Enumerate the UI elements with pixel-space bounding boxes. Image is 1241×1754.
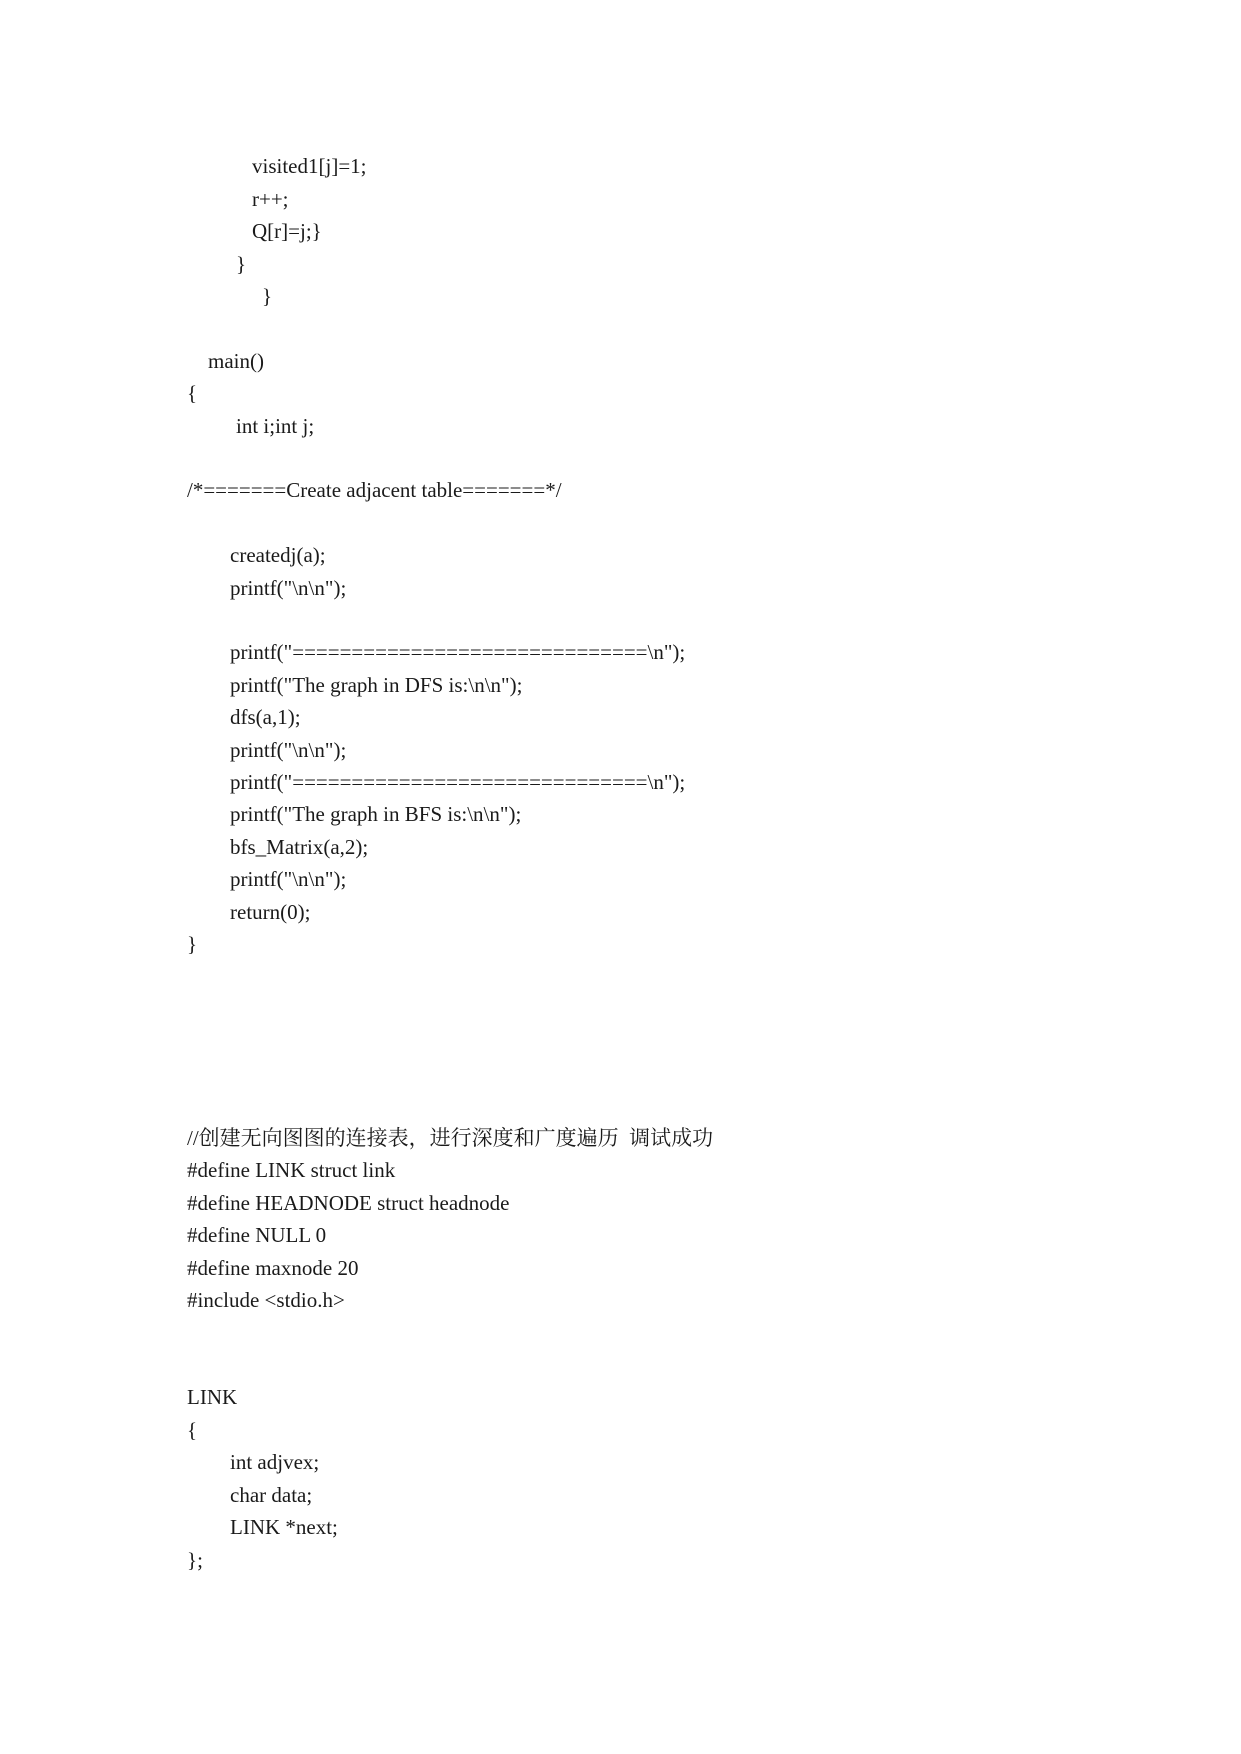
code-line: #define maxnode 20 bbox=[187, 1256, 359, 1280]
code-line: r++; bbox=[252, 187, 289, 211]
code-comment: //创建无向图图的连接表，进行深度和广度遍历 调试成功 bbox=[187, 1126, 714, 1150]
code-line: #include <stdio.h> bbox=[187, 1288, 345, 1312]
code-line: printf("==============================\n"); bbox=[230, 770, 686, 794]
code-line: #define HEADNODE struct headnode bbox=[187, 1191, 510, 1215]
code-line: { bbox=[187, 1418, 198, 1442]
code-line: Q[r]=j;} bbox=[252, 219, 322, 243]
code-line: #define LINK struct link bbox=[187, 1158, 396, 1182]
code-line: printf("\n\n"); bbox=[230, 576, 347, 600]
code-line: main() bbox=[208, 349, 264, 373]
code-line: #define NULL 0 bbox=[187, 1223, 327, 1247]
code-line: } bbox=[187, 932, 198, 956]
code-line: } bbox=[236, 252, 247, 276]
code-comment: /*=======Create adjacent table=======*/ bbox=[187, 478, 562, 502]
code-line: createdj(a); bbox=[230, 543, 326, 567]
code-line: return(0); bbox=[230, 900, 311, 924]
code-line: }; bbox=[187, 1548, 203, 1572]
code-line: bfs_Matrix(a,2); bbox=[230, 835, 369, 859]
code-line: visited1[j]=1; bbox=[252, 154, 367, 178]
code-line: LINK bbox=[187, 1385, 238, 1409]
code-line: LINK *next; bbox=[230, 1515, 338, 1539]
code-line: printf("==============================\n"); bbox=[230, 640, 686, 664]
code-line: } bbox=[262, 284, 273, 308]
code-line: dfs(a,1); bbox=[230, 705, 301, 729]
code-line: printf("\n\n"); bbox=[230, 867, 347, 891]
code-line: printf("The graph in BFS is:\n\n"); bbox=[230, 802, 522, 826]
code-line: printf("\n\n"); bbox=[230, 738, 347, 762]
code-line: int i;int j; bbox=[236, 414, 315, 438]
code-line: char data; bbox=[230, 1483, 313, 1507]
code-line: int adjvex; bbox=[230, 1450, 320, 1474]
code-line: printf("The graph in DFS is:\n\n"); bbox=[230, 673, 523, 697]
code-line: { bbox=[187, 381, 198, 405]
